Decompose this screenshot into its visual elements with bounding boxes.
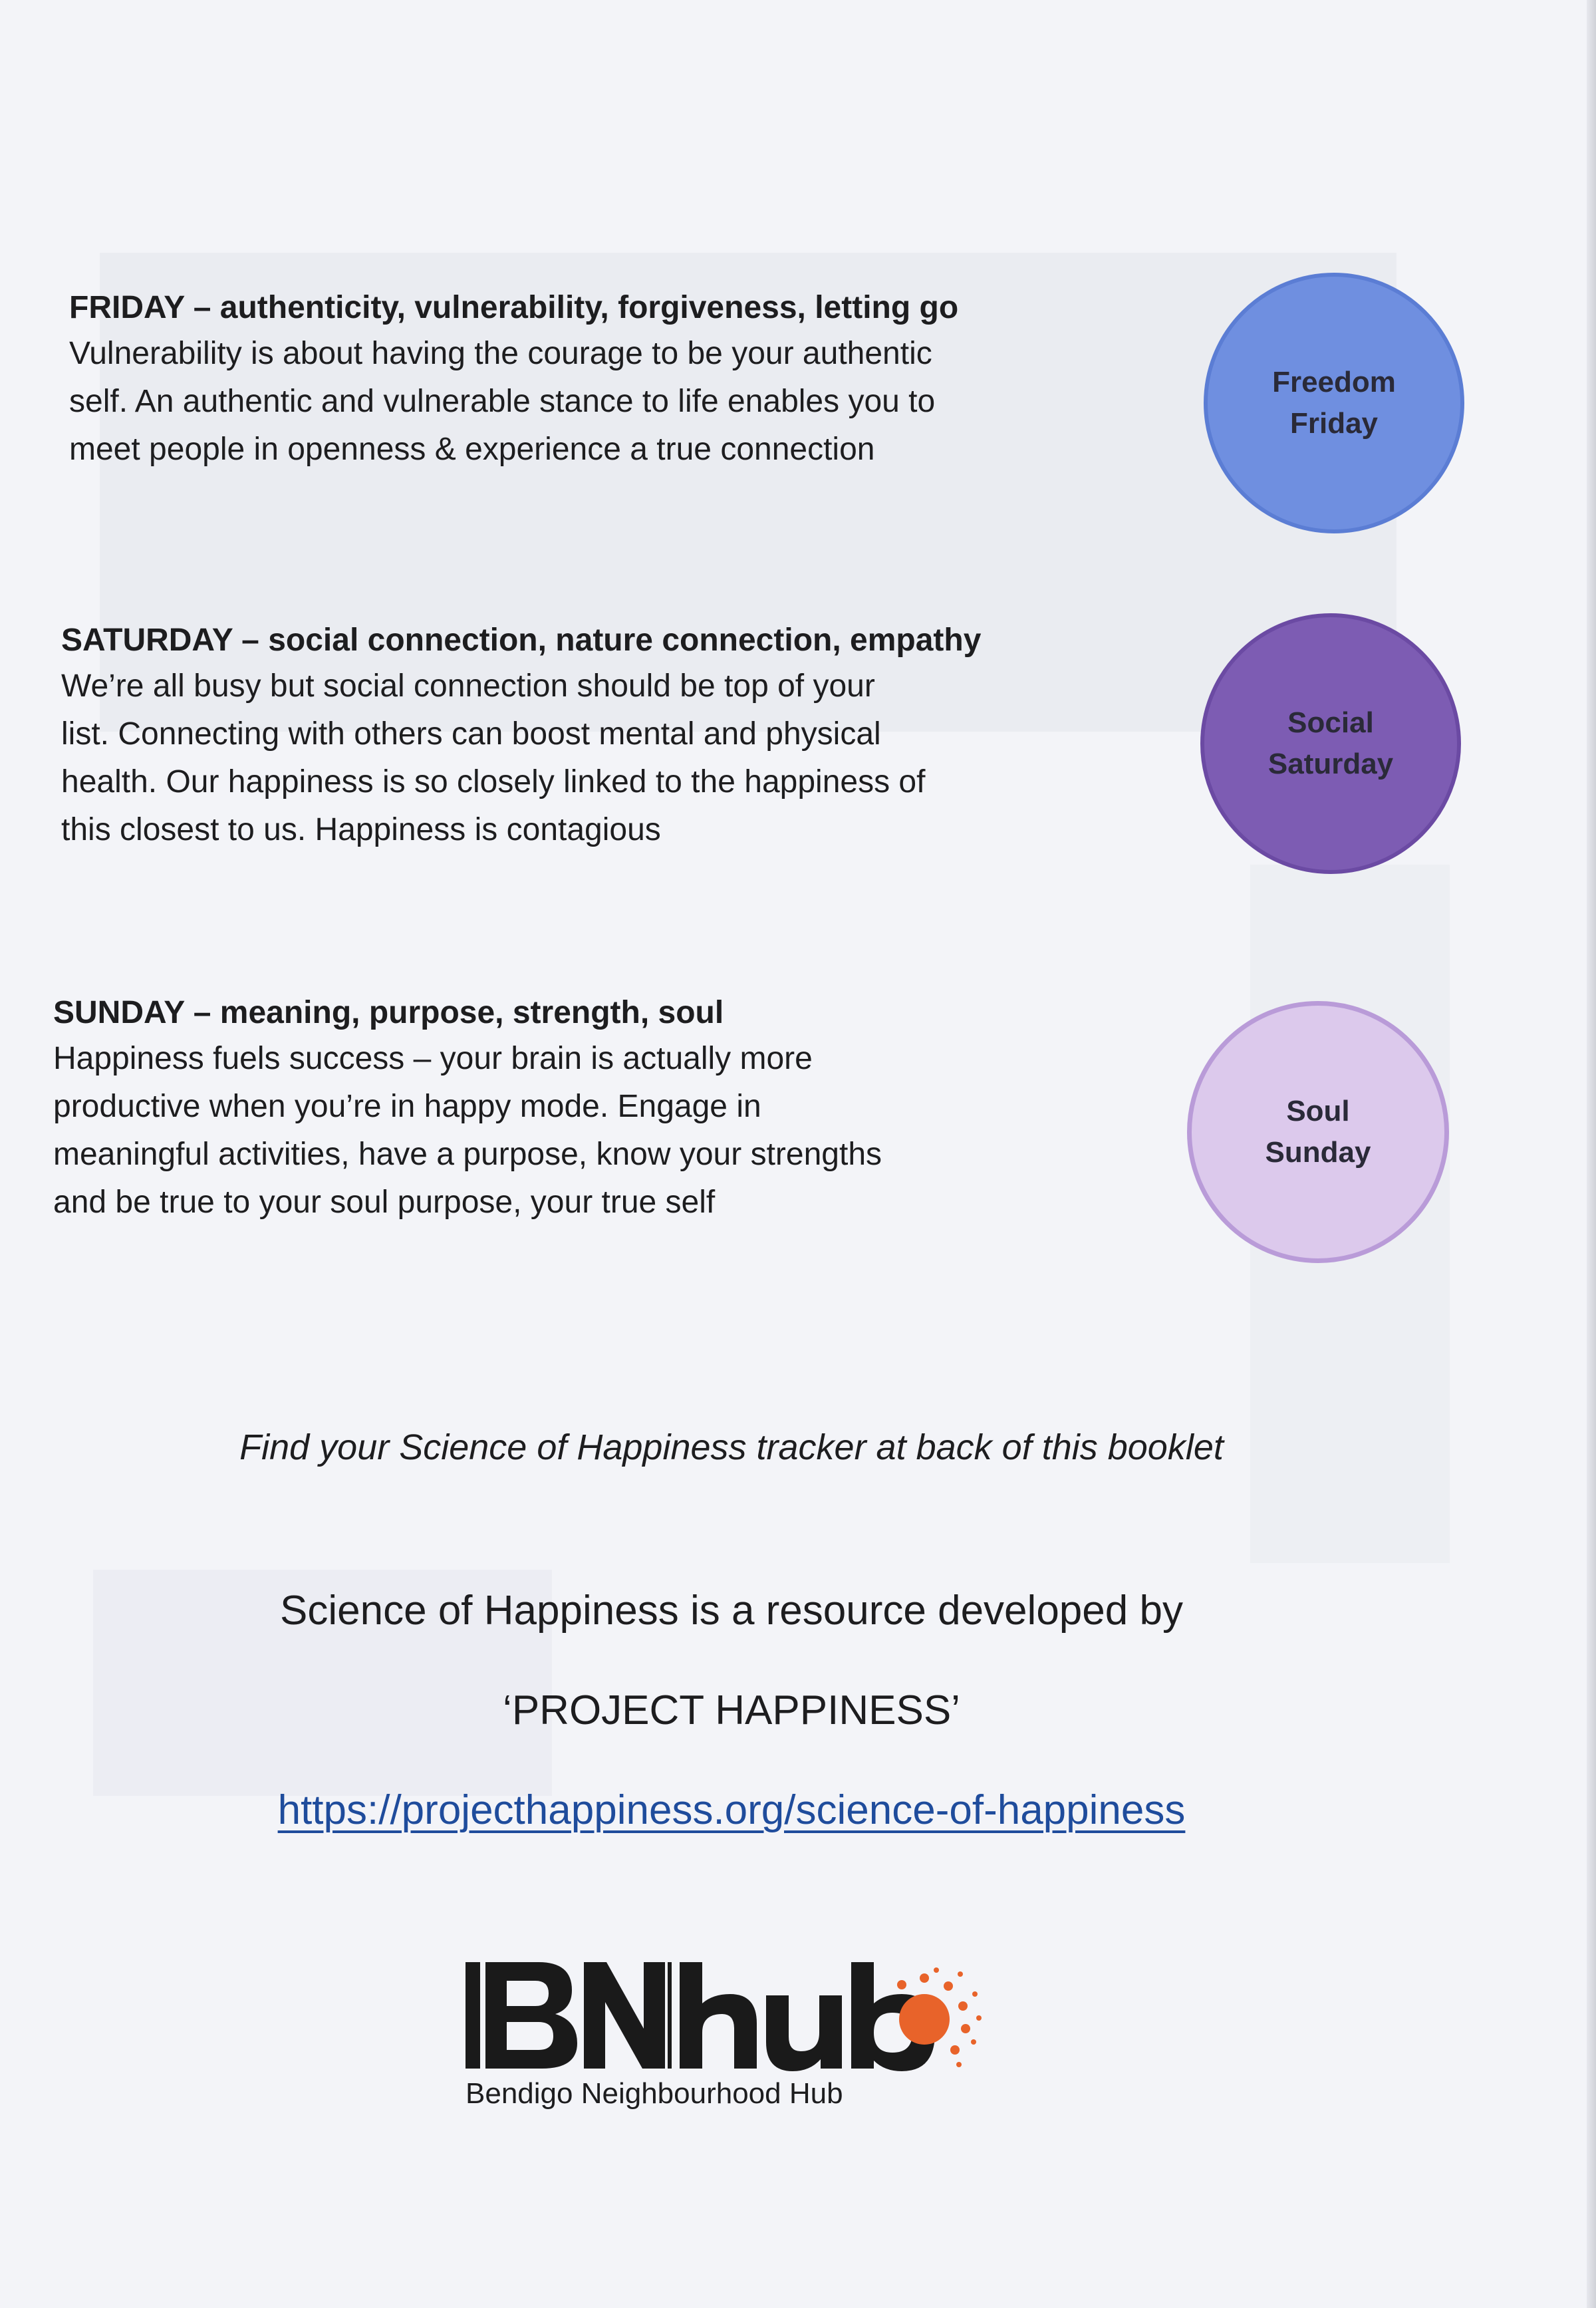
tracker-note: Find your Science of Happiness tracker at back of this booklet: [239, 1427, 1224, 1467]
credit-text: Science of Happiness is a resource developed by: [280, 1588, 1183, 1634]
friday-section: [69, 286, 1186, 474]
project-happiness-link[interactable]: https://projecthappiness.org/science-of-happiness: [277, 1787, 1186, 1833]
sunday-text-line: productive when you’re in happy mode. Engage in: [53, 1089, 761, 1124]
friday-text-line: Vulnerability is about having the courage to be your authentic: [69, 336, 932, 371]
saturday-text-line: list. Connecting with others can boost mental and physical: [61, 716, 881, 752]
saturday-section: [61, 619, 1178, 854]
friday-heading: FRIDAY – authenticity, vulnerability, forgiveness, letting go: [69, 290, 959, 325]
friday-text-line: meet people in openness & experience a true connection: [69, 432, 875, 467]
social-saturday-circle: [1200, 613, 1461, 874]
page-edge: [1587, 0, 1596, 2308]
saturday-heading: SATURDAY – social connection, nature connection, empathy: [61, 623, 982, 658]
friday-text-line: self. An authentic and vulnerable stance to life enables you to: [69, 384, 936, 419]
soul-sunday-circle: [1187, 1001, 1449, 1263]
freedom-friday-circle: [1204, 273, 1464, 533]
sunday-section: [53, 991, 1170, 1226]
circle-label-line: Saturday: [1267, 748, 1394, 780]
circle-label-line: Friday: [1289, 407, 1379, 440]
sunday-text-line: Happiness fuels success – your brain is actually more: [53, 1041, 813, 1076]
sunday-text-line: and be true to your soul purpose, your true self: [53, 1185, 716, 1220]
bnhub-wordmark-icon: [466, 1955, 984, 2075]
circle-label-line: Soul: [1286, 1095, 1350, 1127]
logo-tagline: Bendigo Neighbourhood Hub: [466, 2077, 843, 2110]
sunday-text-line: meaningful activities, have a purpose, know your strengths: [53, 1137, 882, 1172]
bnhub-logo: [466, 1955, 984, 2115]
saturday-text-line: We’re all busy but social connection should be top of your: [61, 668, 875, 704]
saturday-text-line: this closest to us. Happiness is contagious: [61, 812, 661, 847]
project-happiness-name: ‘PROJECT HAPPINESS’: [503, 1687, 960, 1733]
circle-label-line: Sunday: [1265, 1136, 1371, 1169]
circle-label-line: Social: [1287, 706, 1374, 739]
circle-label-line: Freedom: [1272, 366, 1396, 398]
saturday-text-line: health. Our happiness is so closely linked to the happiness of: [61, 764, 926, 799]
sunday-heading: SUNDAY – meaning, purpose, strength, soul: [53, 995, 724, 1030]
